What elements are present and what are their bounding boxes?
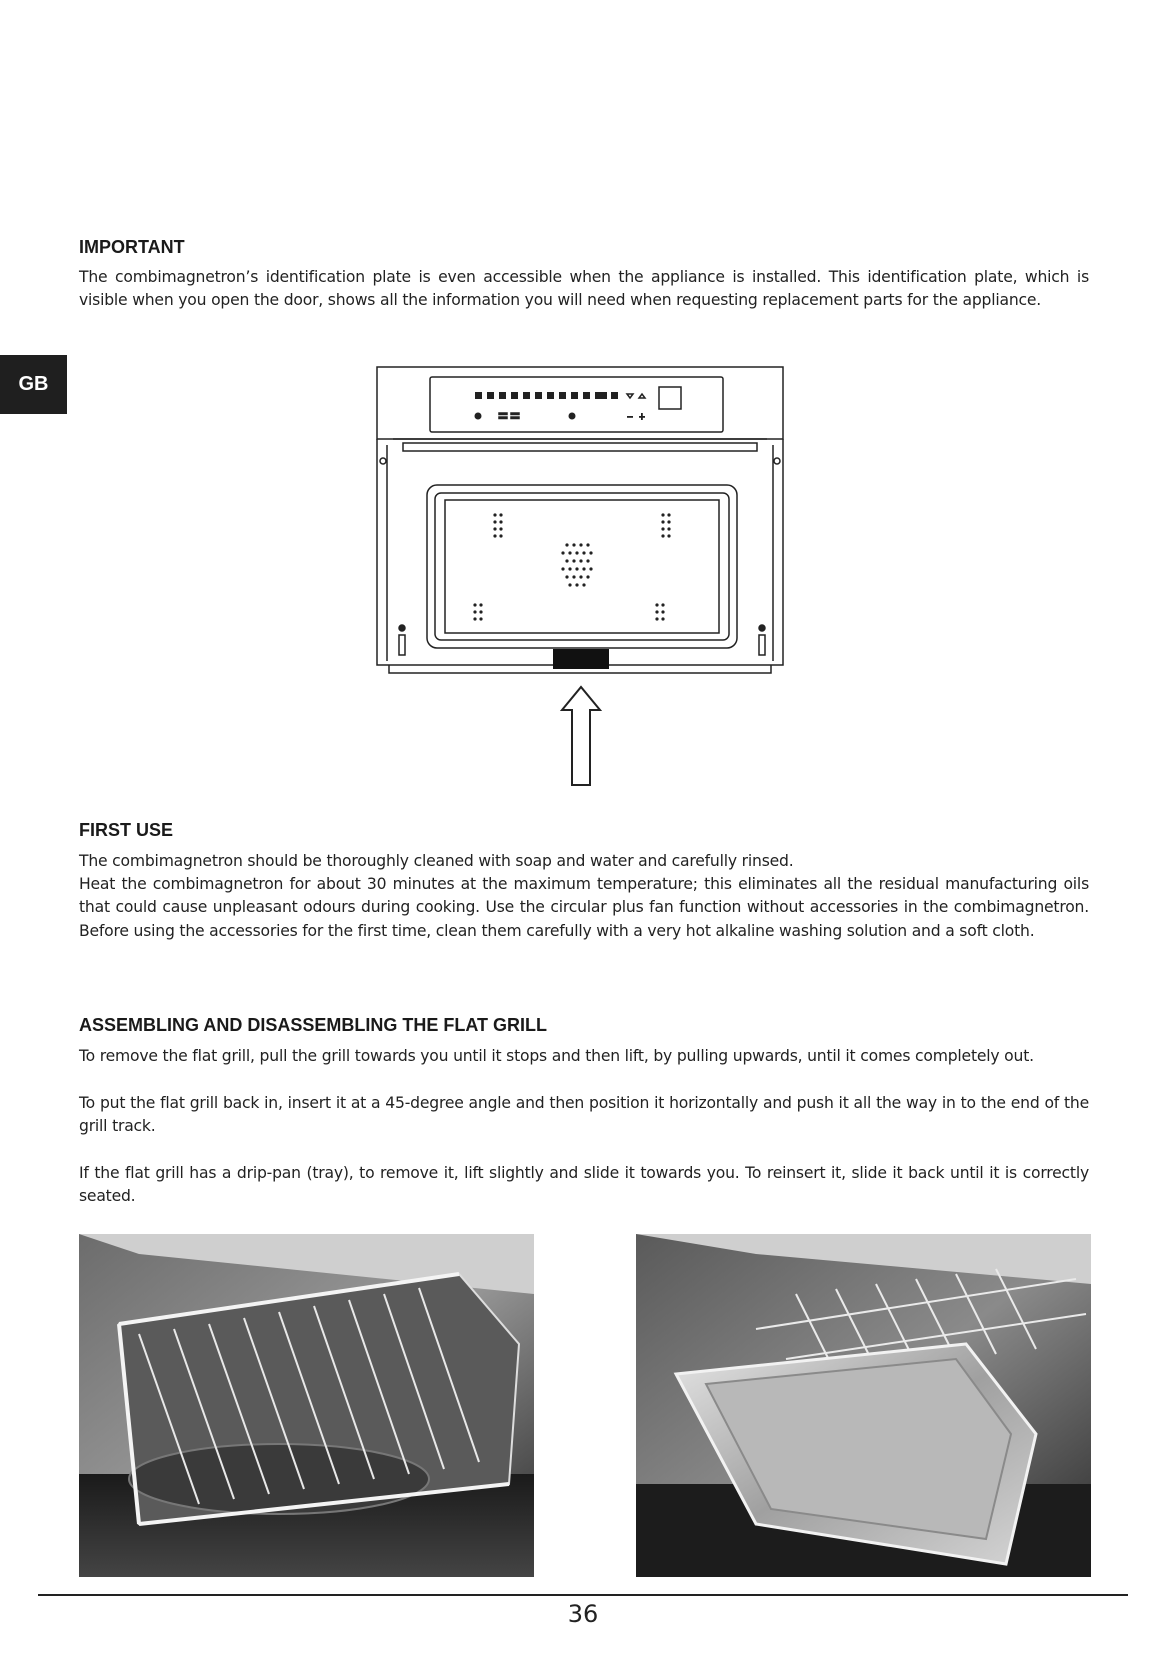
page-number: 36 bbox=[567, 1600, 599, 1628]
flat-grill-heading: ASSEMBLING AND DISASSEMBLING THE FLAT GRILL bbox=[79, 1015, 547, 1035]
first-use-text: Heat the combimagnetron for about 30 minutes at the maximum temperature; this eliminates all the residual manufacturing oils that could cause unpleasant odours during cooking. Use the circular plus fan function without accessories in the combimagnetron. Before using the accessories for the first time, clean them carefully with a very hot alkaline washing solution and a soft cloth. bbox=[79, 875, 1089, 940]
oven-front-drawing bbox=[375, 365, 795, 795]
important-text: The combimagnetron’s identification plate is even accessible when the appliance is installed. This identification plate, which is visible when you open the door, shows all the information you will need when requesting replacement parts for the appliance. bbox=[79, 268, 1089, 310]
flat-grill-remove-text: To remove the flat grill, pull the grill towards you until it stops and then lift, by pulling upwards, until it comes completely out. bbox=[79, 1047, 1034, 1065]
first-use-line1: The combimagnetron should be thoroughly cleaned with soap and water and carefully rinsed. bbox=[79, 852, 794, 870]
up-arrow-icon bbox=[562, 687, 600, 785]
oven-diagram bbox=[375, 365, 795, 795]
flat-grill-insert-text: To put the flat grill back in, insert it at a 45-degree angle and then position it horizontally and push it all the way in to the end of the grill track. bbox=[79, 1094, 1089, 1136]
footer-rule bbox=[38, 1594, 1128, 1596]
first-use-heading: FIRST USE bbox=[79, 820, 174, 840]
language-tab bbox=[0, 355, 67, 414]
grill-photo bbox=[79, 1234, 534, 1577]
important-heading: IMPORTANT bbox=[79, 237, 185, 257]
drip-pan-text: If the flat grill has a drip-pan (tray), to remove it, lift slightly and slide it towards you. To reinsert it, slide it back until it is correctly seated. bbox=[79, 1164, 1089, 1206]
drip-pan-photo bbox=[636, 1234, 1091, 1577]
language-tab-label: GB bbox=[18, 373, 49, 395]
identification-plate bbox=[553, 649, 609, 669]
